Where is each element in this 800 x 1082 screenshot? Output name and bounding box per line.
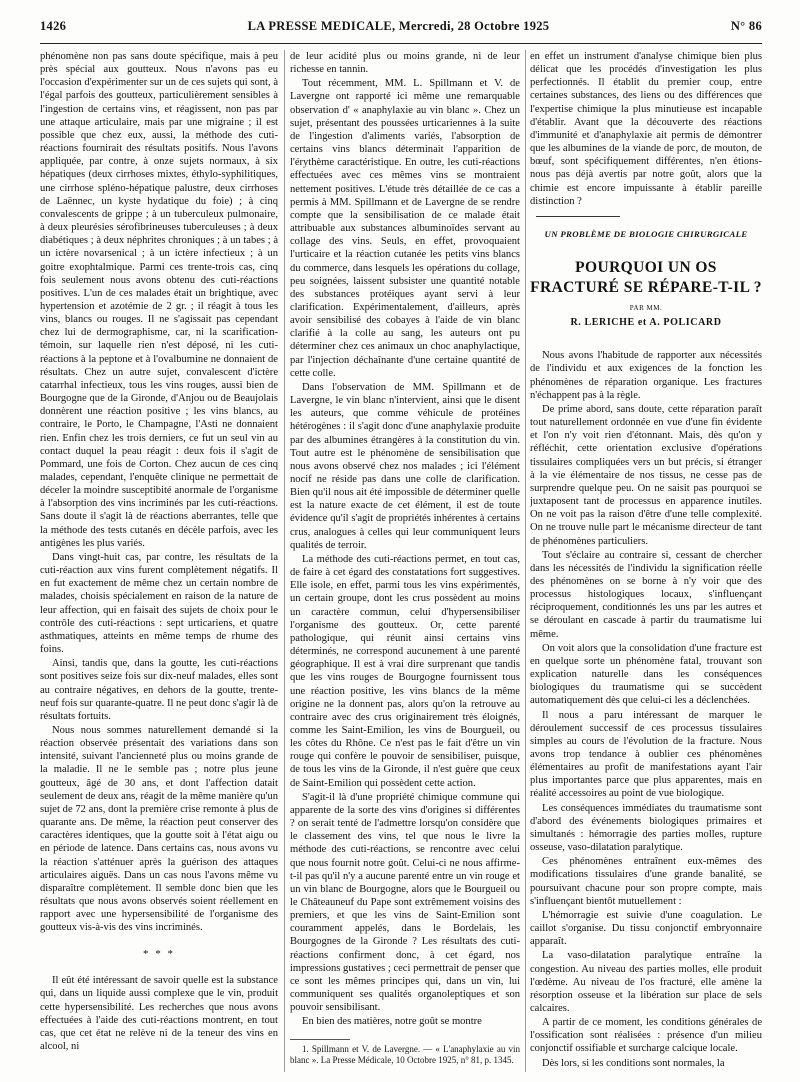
paragraph: Tout s'éclaire au contraire si, cessant de chercher dans les nécessités de l'individu la signification réelle des phénomènes on se borne à n'y voir que des processus histologiques locaux, s'influençant réciproquement, conditionnés les uns par les autres et se déroulant en cascade à partir du traumatisme lui même. [530, 549, 762, 640]
article-title: POURQUOI UN OS FRACTURÉ SE RÉPARE-T-IL ? [530, 258, 762, 296]
footnote: 1. Spillmann et V. de Lavergne. — « L'anaphylaxie au vin blanc ». La Presse Médicale, 10 Octobre 1925, n° 81, p. 1345. [290, 1043, 520, 1065]
column-rule-left [284, 50, 285, 1072]
issue-number: N° 86 [730, 19, 762, 33]
paragraph: Ainsi, tandis que, dans la goutte, les cuti-réactions sont positives seize fois sur dix-neuf malades, elles sont au contraire négatives, en dehors de la goutte, trente-neuf fois sur quarante-quatre. Il ne peut donc s'agir là de résultats fortuits. [40, 658, 278, 722]
paragraph: Dans vingt-huit cas, par contre, les résultats de la cuti-réaction aux vins furent complètement négatifs. Il en fut exactement de même chez un certain nombre de malades, choisis spécialement en raison de la nature de leur affection, qui en faisait des sujets de choix pour le contrôle des cuti-réactions : sept urticariens, et quatre asthmatiques, atteints en même temps de rhume des foins. [40, 551, 278, 656]
paragraph: En bien des matières, notre goût se montre [302, 1016, 482, 1028]
paragraph: A partir de ce moment, les conditions générales de l'ossification sont réalisées : présence d'un milieu conjonctif ossifiable et surcharge calcique locale. [530, 1017, 762, 1055]
paragraph: en effet un instrument d'analyse chimique bien plus délicat que les procédés d'investigation les plus perfectionnés. Il établit du premier coup, entre certaines substances, des liens ou des différences que l'expertise chimique la plus minutieuse est incapable d'établir. Avant que la découverte des réactions d'immunité et d'anaphylaxie ait permis de démontrer que les albumines de la viande de porc, de mouton, de bœuf, sont spécifiquement différentes, n'en étions-nous pas déjà avertis par notre goût, alors que la chimie est encore impuissante à établir pareille distinction ? [530, 51, 762, 207]
text-column-3 [530, 50, 762, 1072]
paragraph: phénomène non pas sans doute spécifique, mais à peu près spécial aux goutteux. Nous n'avons pas eu l'occasion d'expérimenter sur un de ces sujets qui sont, à l'égal parfois des goutteux, particulièrement sensibles à l'ingestion de certains vins, et réagissent, non pas par une attaque articulaire, mais par une migraine ; il est possible que chez eux, aussi, la méthode des cuti-réactions fournirait des résultats positifs. Nous l'avons appliquée, par contre, à onze sujets normaux, à six hépatiques (deux cirrhoses mixtes, éthylo-syphilitiques, une cirrhose spléno-hépatique palustre, deux cirrhoses de Laënnec, un kyste hydatique du foie) ; à cinq convalescents de grippe ; à un tuberculeux pulmonaire, à deux pleurésies sérofibrineuses tuberculeuses ; à deux diabétiques ; à deux néphrites chroniques ; à un tabes ; à un ictère novarsenical ; à un ictère infectieux ; à un goitre exophtalmique. Parmi ces trente-trois cas, cinq fois seulement nous avons obtenu des cuti-réactions positives. L'un de ces malades était un brightique, avec hypertension et azotémie de 2 gr. ; il réagit à tous les vins, blancs ou rouges. Il ne s'agissait pas cependant chez lui de dermographisme, car, ni la scarification-témoin, sur laquelle rien n'est déposé, ni les cuti-réactions à la peptone et à l'ovalbumine ne donnaient de résultats. Chez un autre sujet, convalescent d'ictère catarrhal infectieux, tous les vins rouges, aussi bien de Bourgogne que de la Gironde, d'Anjou ou de Beaujolais donnèrent une réaction positive ; les vins blancs, au contraire, le Porto, le Champagne, l'Asti ne donnaient rien. Enfin chez les trois derniers, ce fut un seul vin au contact duquel la peau réagit : deux fois il s'agit de Pommard, une fois de Corton. Chez aucun de ces cinq malades, cependant, l'enquête clinique ne permettait de déceler la moindre susceptibité anormale de l'organisme à l'absorption des vins incriminés par les cuti-réactions. Sans doute il s'agit là de réactions aberrantes, telle que la méthode des tests cutanés en décèle parfois, avec les antigènes les plus variés. [40, 51, 278, 549]
paragraph: On voit alors que la consolidation d'une fracture est en quelque sorte un phénomène fatal, trouvant son explication naturelle dans les conséquences biologiques du traumatisme qui se succèdent automatiquement dès que celui-ci les a déclenchées. [530, 642, 762, 707]
paragraph: Dès lors, si les conditions sont normales, la [542, 1057, 725, 1069]
paragraph: S'agit-il là d'une propriété chimique commune qui apparente de la sorte des vins d'origines si différentes ? on serait tenté de l'admettre lorsqu'on considère que le classement des vins, tel que nous le livre la méthode des cuti-réactions, se rencontre avec celui que nous fournit notre goût. Celui-ci ne nous affirme-t-il pas qu'il n'y a aucune parenté entre un vin rouge et un vin blanc de Bourgogne, alors que le Bourgueil ou le Châteauneuf du Pape sont extrêmement voisins des premiers, et que les vins de Saint-Emilion sont couramment appelés, dans le Bordelais, les Bourgognes de la Gironde ? Les résultats des cuti-réactions confirment donc, à cet égard, nos impressions gustatives ; ceci permettrait de penser que ce sont les mêmes principes qui, dans un vin, lui communiquent ses qualités organoleptiques et son pouvoir sensibilisant. [290, 791, 520, 1014]
paragraph: Il nous a paru intéressant de marquer le déroulement successif de ces processus tissulaires simples au cours de l'évolution de la fracture. Nous avons trop tendance à oublier ces phénomènes élémentaires au profit de manifestations ayant l'air plus importantes parce que plus apparentes, mais en réalité accessoires au point de vue biologique. [530, 709, 762, 800]
article-authors: R. LERICHE et A. POLICARD [570, 316, 722, 328]
byline-prefix: PAR MM. [629, 304, 663, 313]
column-rule-right [525, 50, 526, 1072]
page-number: 1426 [40, 19, 67, 33]
journal-title-line: LA PRESSE MEDICALE, Mercredi, 28 Octobre 1925 [247, 19, 550, 33]
paragraph: De prime abord, sans doute, cette réparation paraît tout naturellement ordonnée en vue d'une fin évidente et l'on n'y voit rien d'étonnant. Mais, dès qu'on y réfléchit, cette orientation exclusive d'opérations tissulaires compliquées vers un but précis, si étranger à la vie élémentaire de nos tissus, ne cesse pas de surprendre quelque peu. On ne saisit pas pourquoi se juxtaposent tant de processus en apparence inutiles. On ne voit pas la raison d'être d'une telle complexité. On ne trouve nulle part le mécanisme directeur de tant de phénomènes particuliers. [530, 403, 762, 547]
text-column-2 [290, 50, 520, 1072]
page-header [40, 10, 762, 44]
text-column-1 [40, 50, 278, 1072]
paragraph: de leur acidité plus ou moins grande, ni de leur richesse en tannin. [290, 51, 520, 76]
section-rubric: UN PROBLÈME DE BIOLOGIE CHIRURGICALE [544, 228, 748, 239]
paragraph: Nous nous sommes naturellement demandé si la réaction observée présentait des variations dans son intensité, suivant l'ancienneté plus ou moins grande de la maladie. Il ne le semble pas ; notre plus jeune goutteux, âgé de 30 ans, et dont l'affection datait seulement de deux ans, réagit de la même manière qu'un sujet de 72 ans, dont la première crise remonte à plus de quarante ans. De même, la réaction peut conserver des caractères identiques, que la goutte soit à l'état aigu ou en période de latence. Dans certains cas, nous avons vu la réaction s'atténuer après la guérison des attaques articulaires aiguës. Dans un cas nous l'avons même vu disparaître complètement. Il semble donc bien que les résultats que nous avons observés soient réellement en rapport avec une hypersensibilité de l'organisme des goutteux vis-à-vis des vins incriminés. [40, 724, 278, 934]
section-separator: * * * [143, 948, 175, 961]
paragraph: La vaso-dilatation paralytique entraîne la congestion. Au niveau des parties molles, elle produit l'œdème. Au niveau de l'os fracturé, elle amène la résorption osseuse et la libération sur place de sels calcaires. [530, 950, 762, 1014]
paragraph: Dans l'observation de MM. Spillmann et de Lavergne, le vin blanc n'intervient, ainsi que le disent les auteurs, que comme véhicule de protéines hétérogènes : il s'agit donc d'une anaphylaxie produite par des albumines étrangères à la constitution du vin. Tout autre est le phénomène de sensibilisation que nous avons observé chez nos malades ; ici l'élément nocif ne réside pas dans une colle de clarification. Bien qu'il nous ait été impossible de déterminer quelle est la nature exacte de cet élément, il est de toute évidence qu'il s'agit de propriétés inhérentes à certains crus, analogues à celles qui leur communiquent leurs qualités de terroir. [290, 381, 520, 551]
footnote-rule [290, 1039, 350, 1040]
article-divider [536, 216, 620, 217]
paragraph: Nous avons l'habitude de rapporter aux nécessités de l'individu et aux exigences de la fonction les phénomènes de réparation organique. Les fractures n'échappent pas à la règle. [530, 350, 762, 401]
paragraph: Les conséquences immédiates du traumatisme sont d'abord des événements biologiques primaires et simultanés : hémorragie des parties molles, rupture osseuse, vaso-dilatation paralytique. [530, 802, 762, 854]
paragraph: Ces phénomènes entraînent eux-mêmes des modifications tissulaires d'une grande banalité, se poursuivant chacune pour son propre compte, mais s'influençant bientôt mutuellement : [530, 856, 762, 907]
paragraph: La méthode des cuti-réactions permet, en tout cas, de faire à cet égard des constatations fort suggestives. Elle isole, en effet, parmi tous les vins expérimentés, un certain groupe, dont les crus possèdent au moins un caractère commun, celui d'hypersensibiliser l'organisme des goutteux. Or, cette parenté pathologique, qui réunit ainsi certains vins déterminés, ne correspond aucunement à une parenté géographique. Il est à vrai dire surprenant que tandis que les vins rouges de Bourgogne fournissent tous une réaction positive, les vins blancs de la même origine ne la donnent pas, alors qu'on la retrouve au contraire avec des crus originairement très éloignés, comme les Saint-Emilion, les vins de Bourgueil, ou les côtes du Rhône. Ce n'est pas le fait d'être un vin rouge qui confère le pouvoir de sensibiliser, puisque, de tous les vins de la Gironde, il n'est guère que ceux de Saint-Emilion qui possèdent cette action. [290, 553, 520, 789]
paragraph: Il eût été intéressant de savoir quelle est la substance qui, dans un liquide aussi complexe que le vin, produit cette hypersensibilité. Les recherches que nous avons effectuées à l'aide des cuti-réactions montrent, en tout cas, que cet état ne relève ni de la teneur des vins en alcool, ni [40, 975, 278, 1052]
paragraph: Tout récemment, MM. L. Spillmann et V. de Lavergne ont rapporté ici même une remarquable observation d' « anaphylaxie au vin blanc ». Chez un sujet, présentant des poussées urticariennes à la suite de l'ingestion d'aliments variés, l'absorption de certains vins blancs déterminait l'apparition de l'érythème caractéristique. En outre, les cuti-réactions effectuées avec ces mêmes vins se montraient nettement positives. L'étude très détaillée de ce cas a permis à MM. Spillmann et de Lavergne de se rendre compte que la sensibilisation de ce malade était attribuable aux substances albuminoïdes servant au collage des vins. Seuls, en effet, provoquaient l'urticaire et la réaction cutanée les petits vins blancs du commerce, dans lesquels les opérations du collage, peu soignées, laissent subsister une quantité notable des substances protéiques ayant servi à leur clarification. Expérimentalement, d'ailleurs, après avoir sensibilisé des cobayes à l'aide de vin blanc clarifié à la colle au sang, les auteurs ont pu déterminer chez ces animaux un choc anaphylactique, par l'injection déchaînante d'une certaine quantité de cette colle. [290, 78, 520, 379]
paragraph: L'hémorragie est suivie d'une coagulation. Le caillot s'organise. Du tissu conjonctif embryonnaire apparaît. [530, 909, 762, 948]
